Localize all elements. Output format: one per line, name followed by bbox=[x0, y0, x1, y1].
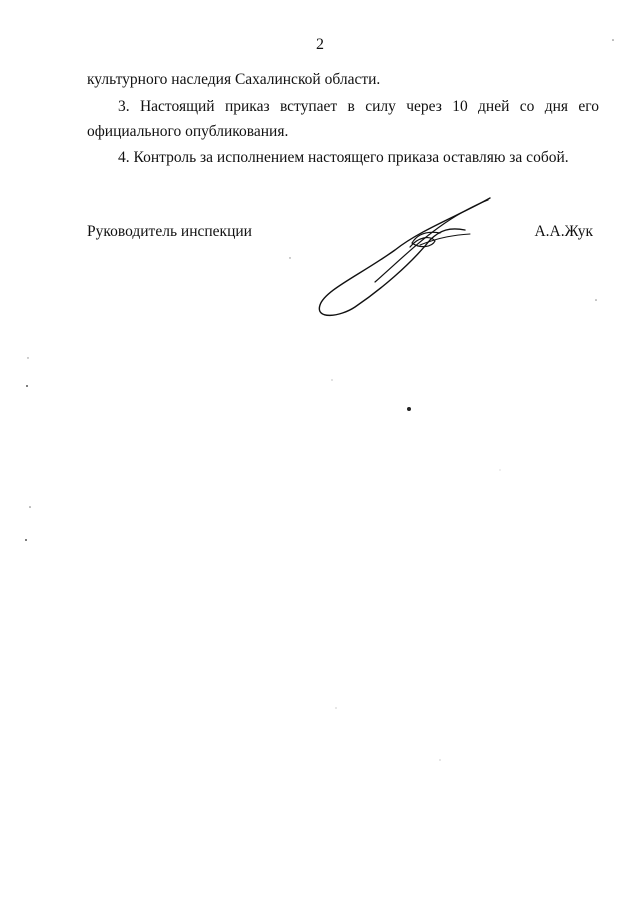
signatory-role: Руководитель инспекции bbox=[87, 223, 252, 240]
paragraph-line: 3. Настоящий приказ вступает в силу через 10 дней со дня его bbox=[118, 98, 599, 115]
signatory-name: А.А.Жук bbox=[534, 223, 593, 240]
paragraph-line: 4. Контроль за исполнением настоящего приказа оставляю за собой. bbox=[118, 149, 569, 166]
paragraph-line: культурного наследия Сахалинской области. bbox=[87, 71, 381, 88]
paragraph-line: официального опубликования. bbox=[87, 123, 289, 140]
page-number: 2 bbox=[316, 36, 324, 53]
